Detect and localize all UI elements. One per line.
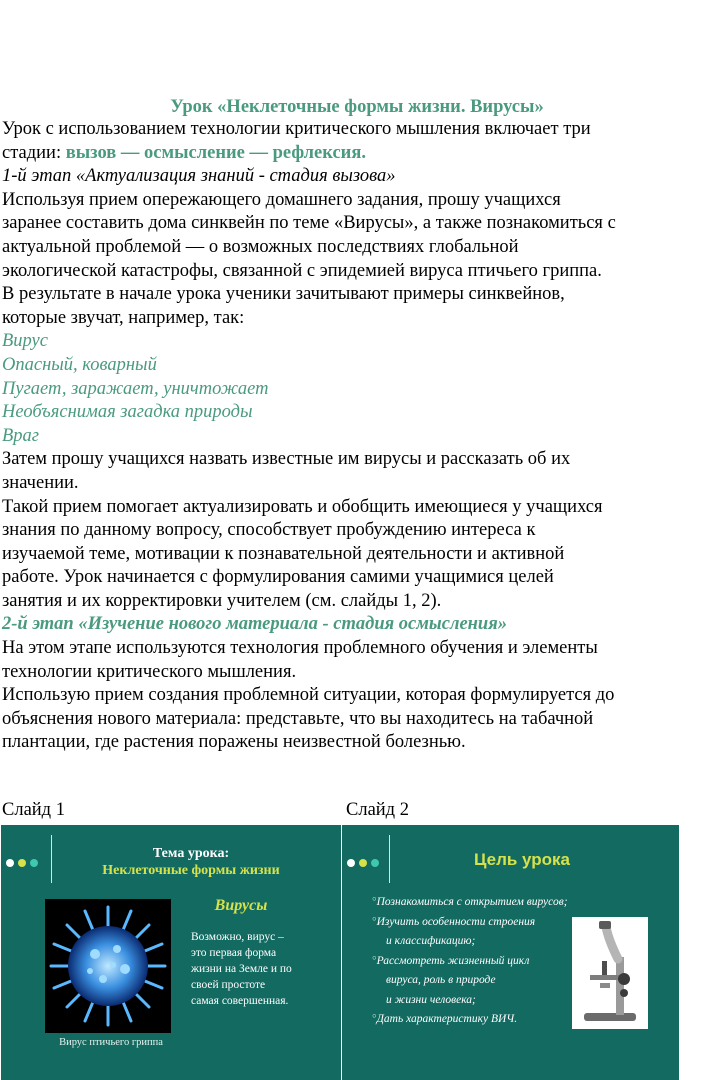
cinquain-line: Опасный, коварный: [2, 354, 157, 375]
slide1-topic-label: Тема урока:: [152, 846, 230, 861]
goal-continuation: и классификацию;: [386, 935, 476, 947]
goal-item: [372, 893, 592, 913]
para2-line: Затем прошу учащихся назвать известные им вирусы и рассказать об их: [2, 449, 571, 470]
para3-line: технологии критического мышления.: [2, 661, 297, 682]
bullet-icon: °: [372, 1013, 377, 1025]
dot-yellow: [18, 859, 26, 867]
para1-line: Используя прием опережающего домашнего задания, прошу учащихся: [2, 189, 561, 210]
slide1-dots: [6, 854, 42, 872]
para1-line: заранее составить дома синквейн по теме «Вирусы», а также познакомиться с: [2, 213, 616, 234]
para1-line: которые звучат, например, так:: [2, 307, 245, 328]
stage2-heading: 2-й этап «Изучение нового материала - стадия осмысления»: [2, 614, 507, 635]
goal-text: Изучить особенности строения: [376, 915, 536, 928]
cinquain-line: Необъяснимая загадка природы: [2, 402, 253, 423]
dot-yellow: [359, 859, 367, 867]
para3-line: На этом этапе используются технология проблемного обучения и элементы: [2, 638, 598, 659]
slide1-divider: [51, 835, 52, 883]
virus-caption: Вирус птичьего гриппа: [59, 1037, 163, 1048]
slide2-heading: Цель урока: [473, 850, 570, 869]
slide1-topic: Неклеточные формы жизни: [102, 863, 280, 878]
slide2-label: Слайд 2: [346, 800, 409, 820]
slide1-subtitle: Вирусы: [214, 897, 268, 914]
para2-line: Такой прием помогает актуализировать и обобщить имеющиеся у учащихся: [2, 496, 603, 517]
bullet-icon: °: [372, 896, 377, 908]
cinquain-line: Враг: [2, 425, 40, 446]
goal-item: [372, 952, 592, 972]
microscope-image: [572, 917, 648, 1029]
bullet-icon: °: [372, 915, 377, 928]
slide-1: [1, 825, 341, 1080]
slide1-header: [61, 845, 321, 879]
dot-teal: [30, 859, 38, 867]
para1-line: актуальной проблемой — о возможных последствиях глобальной: [2, 236, 519, 257]
slides-row: [1, 825, 679, 1080]
para3-line: Использую прием создания проблемной ситуации, которая формулируется до: [2, 685, 615, 706]
para1-line: В результате в начале урока ученики зачитывают примеры синквейнов,: [2, 284, 565, 305]
goal-continuation: вируса, роль в природе: [386, 974, 496, 986]
stage1-heading: 1-й этап «Актуализация знаний - стадия вызова»: [2, 166, 396, 187]
slide1-text-line: жизни на Земле и по: [191, 963, 292, 975]
slide2-goals: [372, 893, 592, 1030]
para2-line: занятия и их корректировки учителем (см. слайды 1, 2).: [2, 590, 442, 611]
slide1-text-line: самая совершенная.: [191, 995, 289, 1007]
para2-line: значении.: [2, 472, 79, 493]
goal-item: [372, 913, 592, 933]
para2-line: знания по данному вопросу, способствует пробуждению интереса к: [2, 520, 536, 541]
dot-teal: [371, 859, 379, 867]
slide1-text: [191, 929, 321, 1009]
slide1-text-line: своей простоте: [191, 979, 266, 991]
goal-text: Рассмотреть жизненный цикл: [376, 954, 530, 967]
slide1-text-line: Возможно, вирус –: [191, 931, 284, 943]
para3-line: объяснения нового материала: представьте, что вы находитесь на табачной: [2, 708, 594, 729]
cinquain-line: Вирус: [2, 331, 48, 352]
intro-line: Урок с использованием технологии критического мышления включает три: [2, 119, 591, 139]
slide-2: [342, 825, 679, 1080]
microscope-icon: [572, 917, 648, 1029]
virus-icon: [45, 899, 171, 1033]
para2-line: изучаемой теме, мотивации к познавательной деятельности и активной: [2, 543, 565, 564]
intro-stages-line: [0, 142, 704, 166]
para1-line: экологической катастрофы, связанной с эпидемией вируса птичьего гриппа.: [2, 260, 602, 281]
para2-line: работе. Урок начинается с формулирования самими учащимися целей: [2, 567, 554, 588]
goal-continuation: и жизни человека;: [386, 993, 476, 1006]
goal-text: Дать характеристику ВИЧ.: [376, 1013, 518, 1025]
slide1-text-line: это первая форма: [191, 947, 277, 959]
stages-highlight: вызов — осмысление — рефлексия.: [65, 142, 366, 163]
para3-line: плантации, где растения поражены неизвестной болезнью.: [2, 732, 466, 753]
slide1-label: Слайд 1: [2, 800, 65, 820]
slide2-divider: [389, 835, 390, 883]
page-title: Урок «Неклеточные формы жизни. Вирусы»: [170, 97, 544, 117]
intro-prefix: стадии:: [2, 142, 66, 163]
cinquain-line: Пугает, заражает, уничтожает: [2, 378, 269, 399]
slide2-dots: [347, 854, 383, 872]
goal-text: Познакомиться с открытием вирусов;: [376, 896, 568, 908]
bullet-icon: °: [372, 954, 377, 967]
dot-white: [6, 859, 14, 867]
dot-white: [347, 859, 355, 867]
document-body: [0, 96, 704, 755]
goal-item: [372, 1010, 592, 1030]
virus-image: [45, 899, 171, 1033]
